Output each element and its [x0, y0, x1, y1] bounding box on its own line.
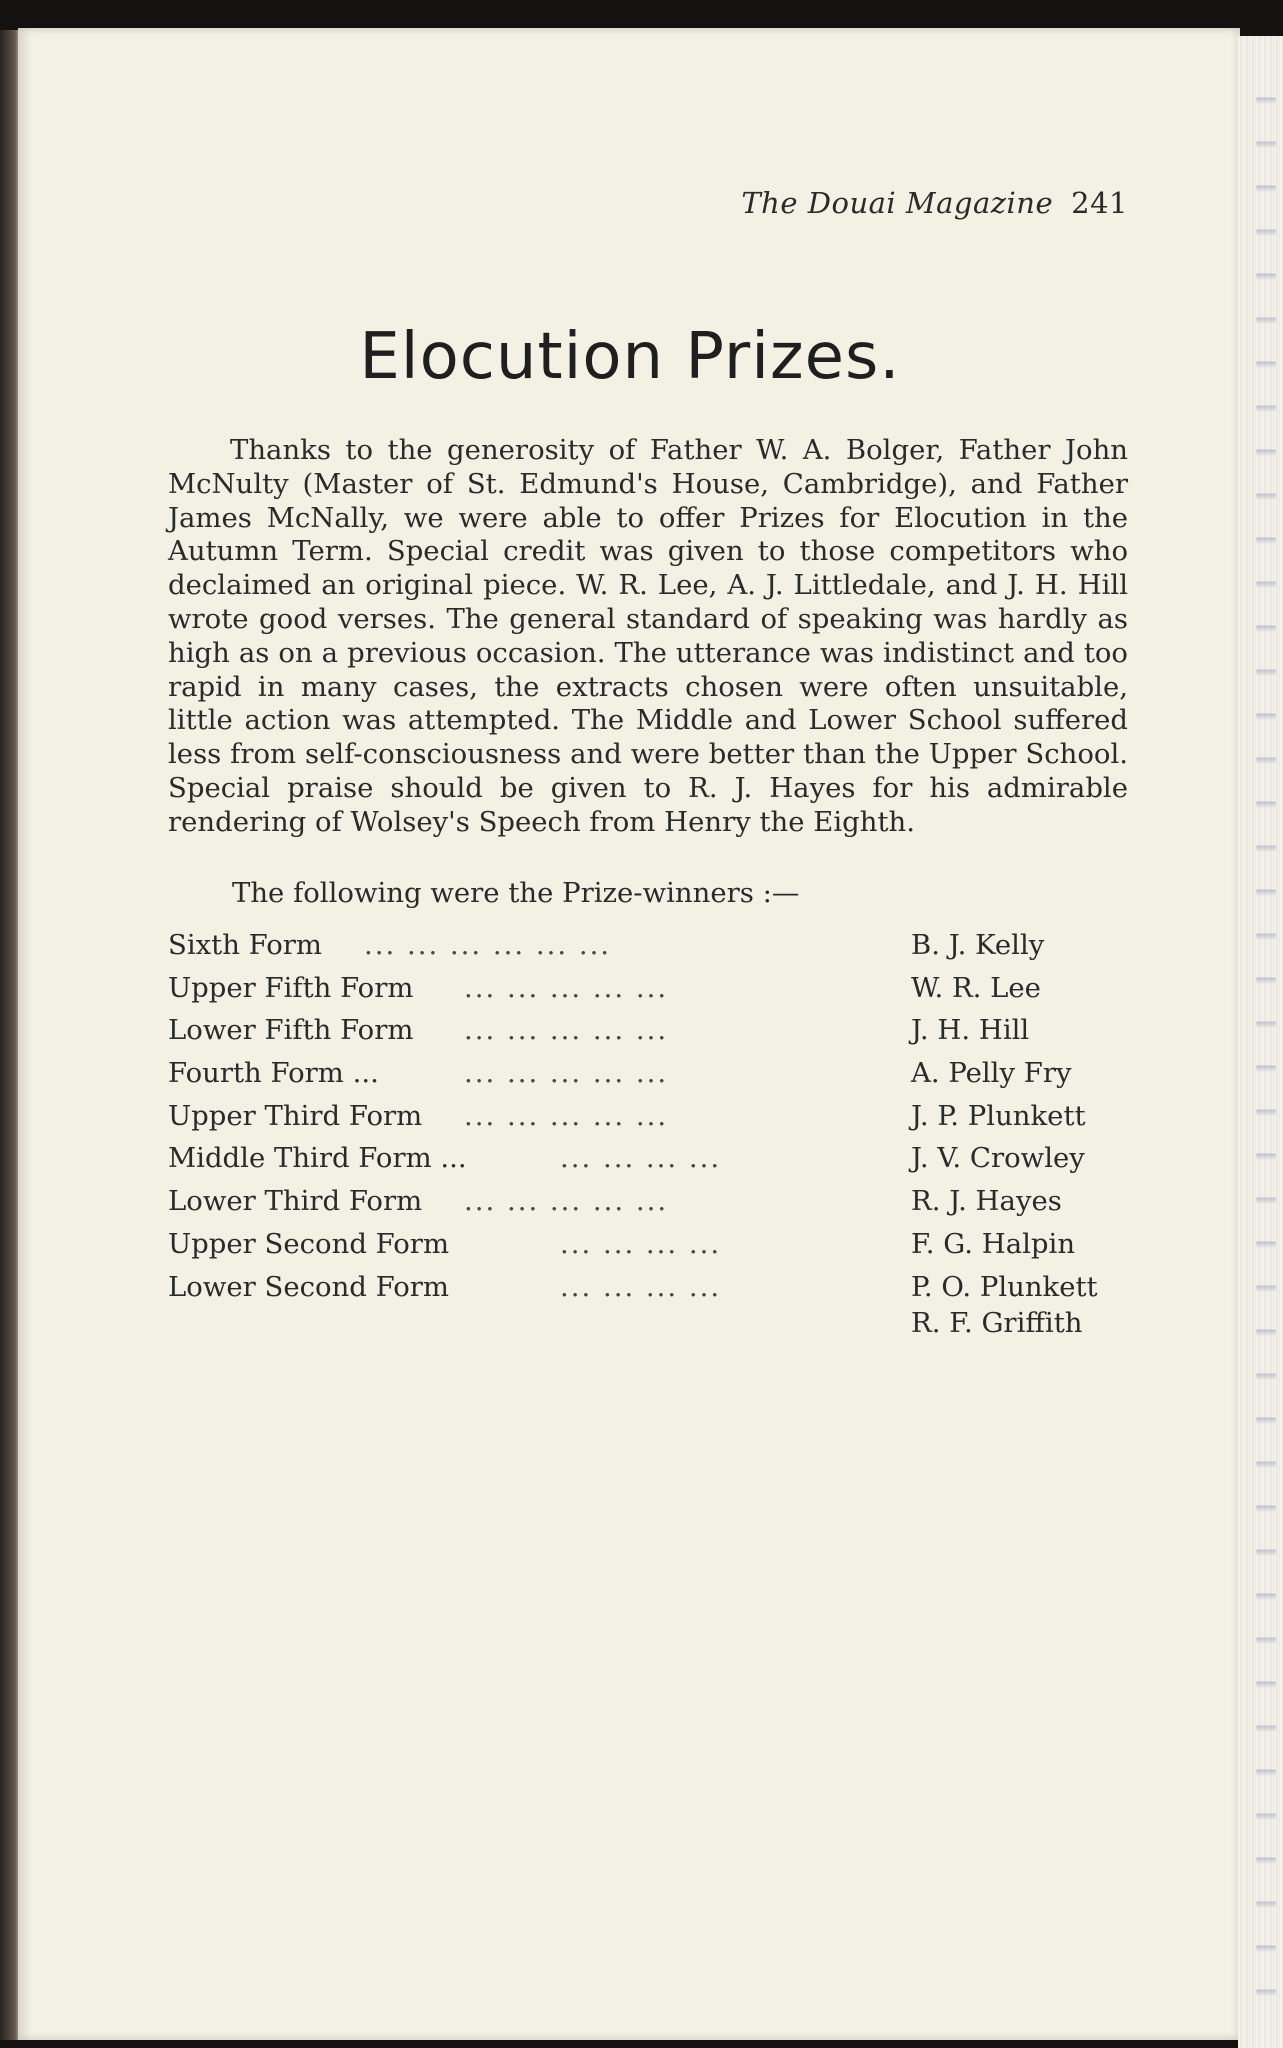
dot-leaders: ... ... ... ... ... ...	[364, 929, 612, 961]
dot-leaders: ... ... ... ... ...	[464, 1099, 669, 1132]
prize-winner: W. R. Lee	[911, 971, 1041, 1004]
edge-ink-marks	[1256, 60, 1276, 2010]
dot-leaders: ... ... ... ...	[560, 1227, 722, 1260]
dot-leaders: ... ... ... ... ...	[464, 1014, 669, 1047]
article-body: Thanks to the generosity of Father W. A. Bolger, Father John McNulty (Master of St. Edmund's House, Cambridge), and Father James McNally, we were able to offer Prizes for Elocution in the Autumn Term. Special credit was given to those competitors who declaimed an original piece. W. R. Lee, A. J. Littledale, and J. H. Hill wrote good verses. The general standard of speaking was hardly as high as on a previous occasion. The utterance was indistinct and too rapid in many cases, the extracts chosen were often unsuitable, little action was attempted. The Middle and Lower School suffered less from self-consciousness and were better than the Upper School. Special praise should be given to R. J. Hayes for his admirable rendering of Wolsey's Speech from Henry the Eighth.	[168, 434, 1128, 838]
prize-form: Sixth Form	[168, 929, 323, 961]
prize-row-middle-third	[168, 1137, 1128, 1180]
prize-winner-second: R. F. Griffith	[911, 1307, 1083, 1340]
dot-leaders: ... ... ... ... ...	[464, 971, 669, 1004]
prize-row-upper-fifth	[168, 967, 1128, 1010]
prize-winner: A. Pelly Fry	[911, 1057, 1072, 1090]
prize-winner: F. G. Halpin	[911, 1227, 1076, 1260]
prize-list	[168, 924, 1128, 1340]
prize-form: Lower Fifth Form	[168, 1014, 414, 1047]
prize-row-sixth-form	[168, 924, 1128, 967]
page-number: 241	[1071, 186, 1128, 220]
prize-form: Middle Third Form ...	[168, 1142, 467, 1175]
dot-leaders: ... ... ... ... ...	[464, 1185, 669, 1218]
prize-winner: P. O. Plunkett	[911, 1270, 1098, 1303]
prize-row-upper-second	[168, 1223, 1128, 1266]
prize-row-upper-third	[168, 1095, 1128, 1138]
prize-form: Upper Second Form	[168, 1227, 450, 1260]
prize-winner: J. V. Crowley	[911, 1142, 1085, 1175]
prize-row-lower-second	[168, 1266, 1128, 1340]
prize-form: Lower Third Form	[168, 1185, 423, 1218]
dot-leaders: ... ... ... ...	[560, 1270, 722, 1303]
running-head	[741, 186, 1128, 220]
prize-winner: B. J. Kelly	[911, 929, 1045, 961]
prize-winner: J. P. Plunkett	[911, 1099, 1086, 1132]
prize-form: Lower Second Form	[168, 1270, 450, 1303]
prize-winner-group	[911, 1266, 1098, 1339]
prize-winner: R. J. Hayes	[911, 1185, 1062, 1218]
prize-row-lower-third	[168, 1180, 1128, 1223]
dot-leaders: ... ... ... ... ...	[464, 1057, 669, 1090]
prize-form: Upper Third Form	[168, 1099, 423, 1132]
prize-winner: J. H. Hill	[911, 1014, 1030, 1047]
prize-form: Fourth Form ...	[168, 1057, 379, 1090]
prize-intro: The following were the Prize-winners :—	[232, 877, 800, 909]
prize-row-lower-fifth	[168, 1009, 1128, 1052]
publication-title: The Douai Magazine	[741, 186, 1054, 220]
prize-row-fourth-form	[168, 1052, 1128, 1095]
prize-form: Upper Fifth Form	[168, 971, 414, 1004]
article-title: Elocution Prizes.	[359, 320, 901, 394]
dot-leaders: ... ... ... ...	[560, 1142, 722, 1175]
